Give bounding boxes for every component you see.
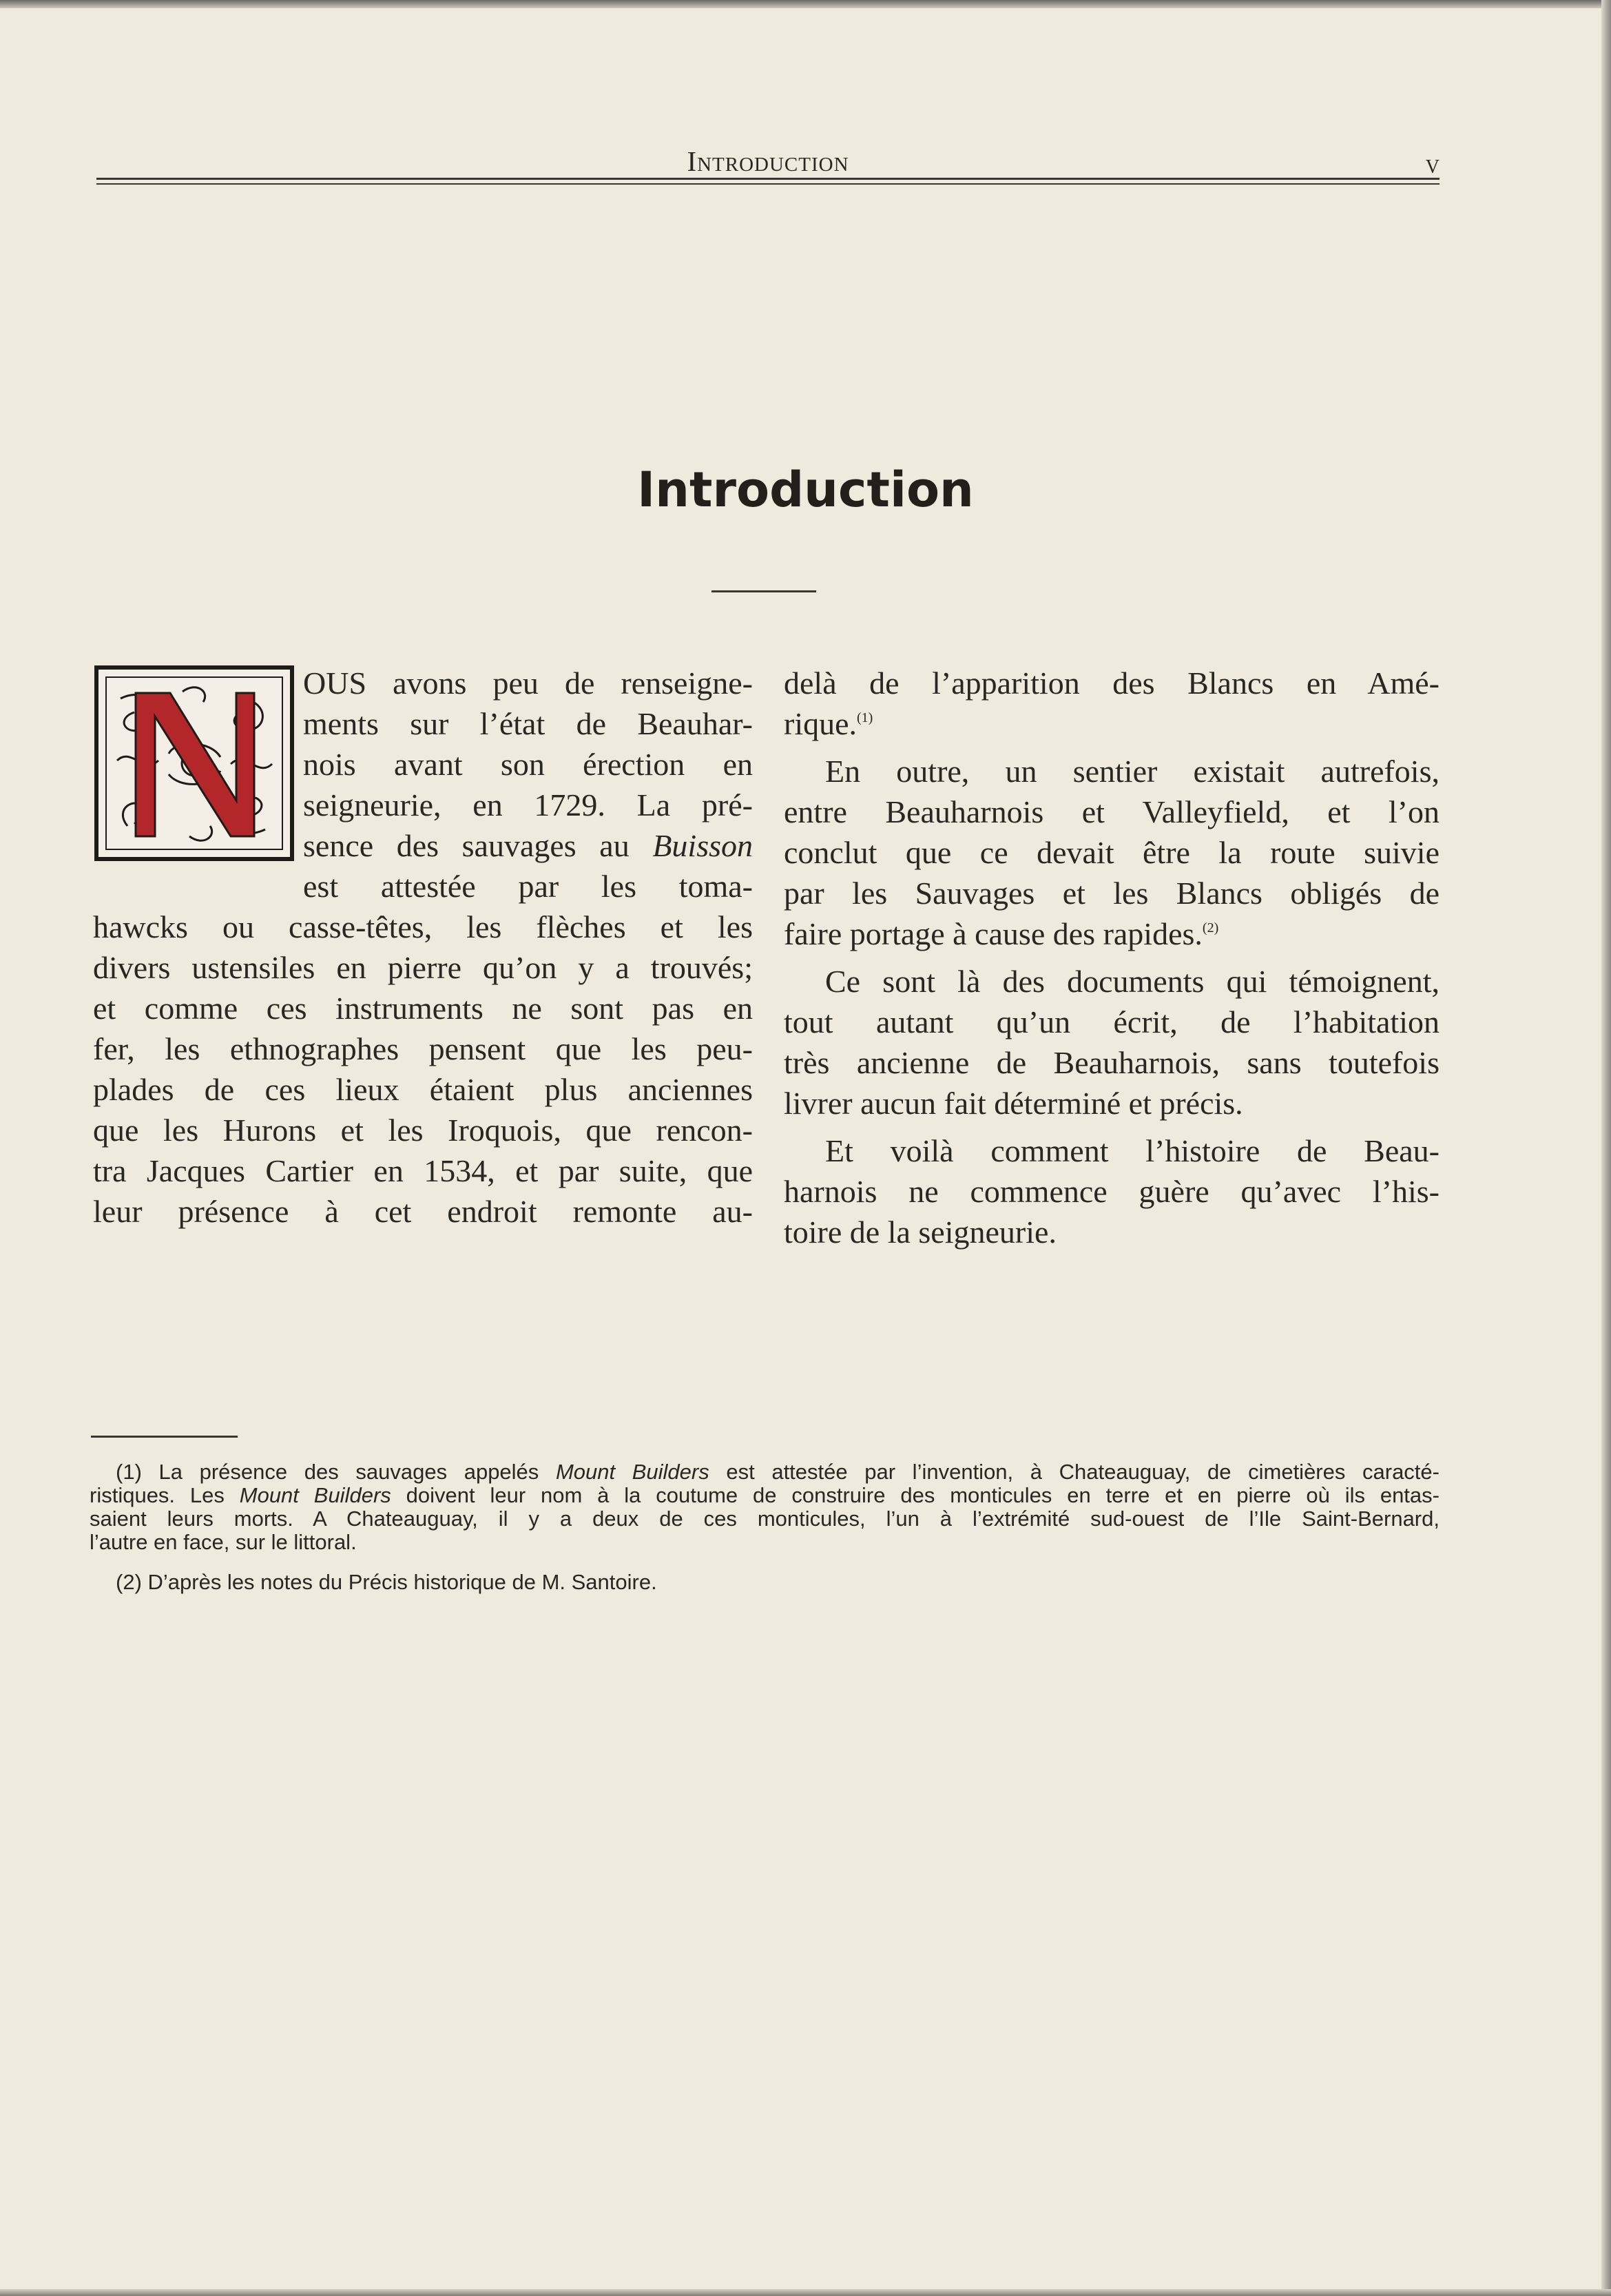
text-line: Et voilà comment l’histoire de Beau- (825, 1133, 1439, 1168)
header-rule-secondary (96, 183, 1439, 185)
text-segment: (1) La présence des sauvages appelés (116, 1460, 556, 1484)
text-line (784, 703, 1439, 744)
dropcap (94, 665, 294, 861)
page-edge-right (1601, 0, 1611, 2296)
footnote-line: l’autre en face, sur le littoral. (90, 1530, 357, 1554)
text-line: En outre, un sentier existait autrefois, (825, 754, 1439, 789)
text-segment: faire portage à cause des rapides. (784, 916, 1203, 951)
text-line: nois avant son érection en (303, 747, 753, 782)
dropcap-frame (105, 676, 283, 850)
text-line: plades de ces lieux étaient plus anciennes (93, 1072, 753, 1107)
text-line: par les Sauvages et les Blancs obligés de (784, 876, 1439, 911)
text-line: très ancienne de Beauharnois, sans toutefois (784, 1045, 1439, 1080)
italic-term: Mount Builders (555, 1460, 709, 1484)
running-head (96, 145, 1439, 179)
text-line: seigneurie, en 1729. La pré- (303, 787, 753, 823)
text-line: que les Hurons et les Iroquois, que rencon- (93, 1113, 753, 1148)
title-divider (711, 590, 816, 592)
text-line: hawcks ou casse-têtes, les flèches et les (93, 909, 753, 944)
page-edge-bottom (0, 2289, 1611, 2296)
text-line: leur présence à cet endroit remonte au- (93, 1194, 753, 1229)
footnote-ref: (1) (857, 710, 873, 725)
text-line: ments sur l’état de Beauhar- (303, 706, 753, 741)
text-line: delà de l’apparition des Blancs en Amé- (784, 665, 1439, 701)
italic-word: Buisson (652, 828, 753, 863)
text-segment: doivent leur nom à la coutume de construire des monticules en terre et en pierre où ils entas- (391, 1483, 1439, 1507)
text-segment: est attestée par l’invention, à Chateauguay, de cimetières caracté- (709, 1460, 1439, 1484)
text-line: livrer aucun fait déterminé et précis. (784, 1086, 1243, 1121)
dropcap-letter-shape (136, 693, 254, 836)
text-line: entre Beauharnois et Valleyfield, et l’on (784, 794, 1439, 829)
text-line: divers ustensiles en pierre qu’on y a trouvés; (93, 950, 753, 985)
page-edge-top (0, 0, 1611, 8)
italic-term: Mount Builders (239, 1483, 391, 1507)
text-segment: sence des sauvages au (303, 828, 653, 863)
text-line: est attestée par les toma- (303, 869, 753, 904)
text-line (784, 913, 1439, 954)
footnote-rule (91, 1436, 238, 1438)
footnote-line (90, 1484, 1439, 1507)
text-line: tout autant qu’un écrit, de l’habitation (784, 1004, 1439, 1040)
text-line: tra Jacques Cartier en 1534, et par suite, que (93, 1153, 753, 1188)
chapter-title: Introduction (637, 462, 974, 518)
text-line: toire de la seigneurie. (784, 1214, 1057, 1250)
text-line: Ce sont là des documents qui témoignent, (825, 964, 1439, 999)
text-segment: ristiques. Les (90, 1483, 240, 1507)
text-line: fer, les ethnographes pensent que les peu- (93, 1031, 753, 1066)
text-line (303, 825, 753, 866)
footnote-2: (2) D’après les notes du Précis historique de M. Santoire. (116, 1570, 657, 1594)
text-line: conclut que ce devait être la route suivie (784, 835, 1439, 870)
footnote-line: saient leurs morts. A Chateauguay, il y a deux de ces monticules, l’un à l’extrémité sud-ouest de l’Ile Saint-Bernard, (90, 1507, 1439, 1531)
footnote-ref: (2) (1202, 920, 1219, 935)
dropcap-ornament-icon (107, 678, 282, 849)
text-line: harnois ne commence guère qu’avec l’his- (784, 1174, 1439, 1209)
footnote-line (116, 1460, 1439, 1484)
text-line: et comme ces instruments ne sont pas en (93, 991, 753, 1026)
running-head-title: Introduction (687, 145, 849, 177)
text-segment: rique. (784, 706, 858, 741)
text-line: OUS avons peu de renseigne- (303, 665, 753, 701)
page-number: v (1425, 148, 1439, 179)
header-rule (96, 178, 1439, 180)
